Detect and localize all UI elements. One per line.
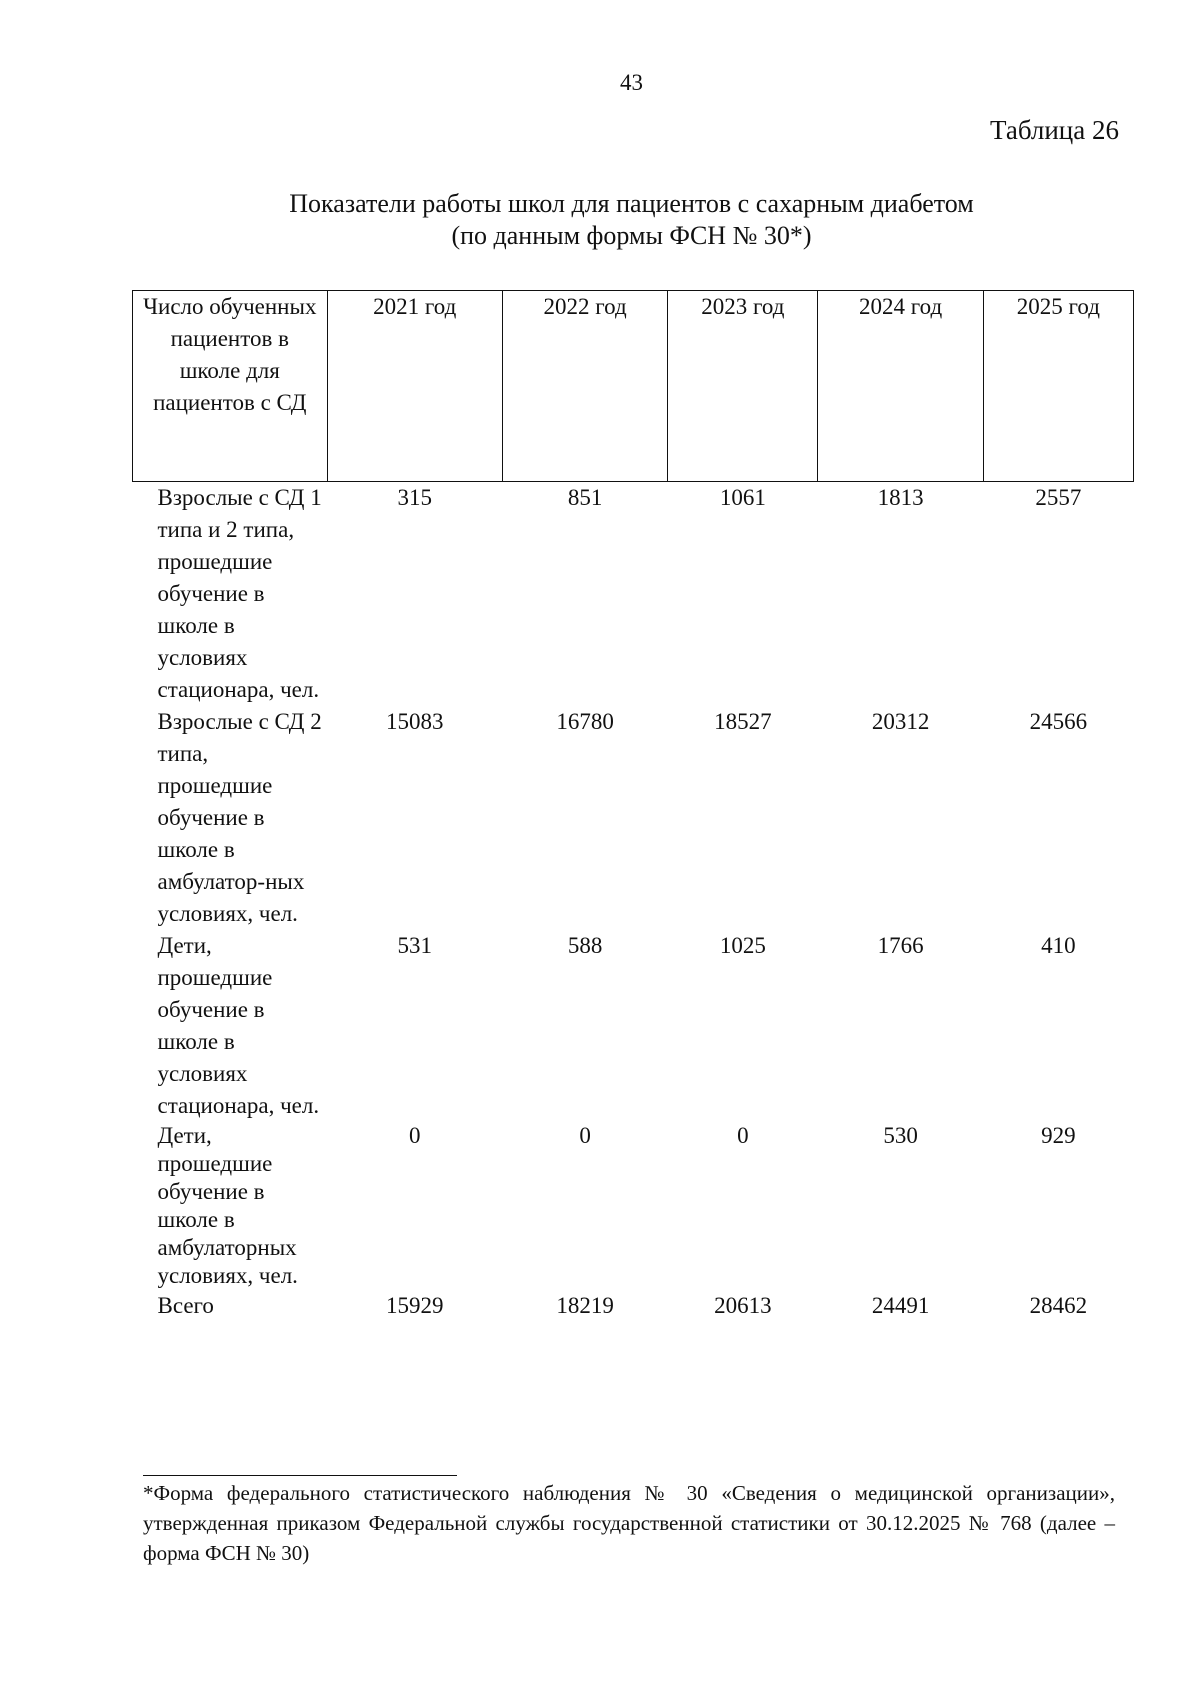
table-cell: 15083 <box>385 709 444 734</box>
row-label: Взрослые с СД 1 типа и 2 типа, прошедшие обучение в школе в условиях стационара, чел. <box>157 485 322 702</box>
table-cell: 1813 <box>877 485 924 510</box>
row-label: Взрослые с СД 2 типа, прошедшие обучение в школе в амбулатор-ных условиях, чел. <box>157 709 322 926</box>
table-cell: 531 <box>397 933 432 958</box>
table-cell: 2557 <box>1035 485 1082 510</box>
table-row-total <box>133 1290 1134 1322</box>
row-label: Всего <box>157 1293 214 1318</box>
footnote: *Форма федерального статистического наблюдения № 30 «Сведения о медицинской организации», утвержденная приказом Федеральной службы государственной статистики от 30.12.2025 № 768 (далее – форма ФСН № 30) <box>143 1481 1115 1565</box>
table-cell: 16780 <box>556 709 614 734</box>
table-cell: 18219 <box>556 1293 614 1318</box>
table-cell: 1025 <box>719 933 766 958</box>
header-label-cell: Число обученных пациентов в школе для пациентов с СД <box>133 291 328 482</box>
table-row <box>133 930 1134 1122</box>
table-row <box>133 482 1134 707</box>
table-cell: 315 <box>397 485 432 510</box>
table-label: Таблица 26 <box>990 115 1119 145</box>
table-cell: 15929 <box>385 1293 444 1318</box>
row-label: Дети, прошедшие обучение в школе в амбулаторных условиях, чел. <box>157 1123 298 1288</box>
table-cell: 20613 <box>714 1293 772 1318</box>
header-year-2024: 2024 год <box>818 291 983 482</box>
table-cell: 588 <box>567 933 603 958</box>
table-title-line-2: (по данным формы ФСН № 30*) <box>451 221 812 250</box>
table-cell: 18527 <box>714 709 772 734</box>
table-cell: 929 <box>1041 1123 1076 1148</box>
table-cell: 1061 <box>719 485 766 510</box>
header-year-2021: 2021 год <box>327 291 502 482</box>
table-cell: 410 <box>1041 933 1076 958</box>
row-label: Дети, прошедшие обучение в школе в условиях стационара, чел. <box>157 933 320 1118</box>
table-row <box>133 1122 1134 1290</box>
table-cell: 530 <box>883 1123 918 1148</box>
table-cell: 28462 <box>1029 1293 1088 1318</box>
table-title <box>0 188 1200 252</box>
table-cell: 24566 <box>1029 709 1088 734</box>
statistics-table <box>132 290 1134 1322</box>
table-title-line-1: Показатели работы школ для пациентов с сахарным диабетом <box>289 189 974 218</box>
footnote-divider <box>143 1475 457 1476</box>
table-row <box>133 706 1134 930</box>
table-cell: 24491 <box>871 1293 930 1318</box>
header-row <box>133 291 1134 482</box>
table-cell: 20312 <box>871 709 930 734</box>
page-number: 43 <box>620 70 643 95</box>
header-year-2025: 2025 год <box>983 291 1133 482</box>
table-cell: 0 <box>408 1123 421 1148</box>
table-cell: 1766 <box>877 933 924 958</box>
header-year-2023: 2023 год <box>668 291 818 482</box>
table-cell: 0 <box>737 1123 749 1148</box>
table-cell: 851 <box>567 485 603 510</box>
header-year-2022: 2022 год <box>502 291 667 482</box>
table-cell: 0 <box>579 1123 591 1148</box>
